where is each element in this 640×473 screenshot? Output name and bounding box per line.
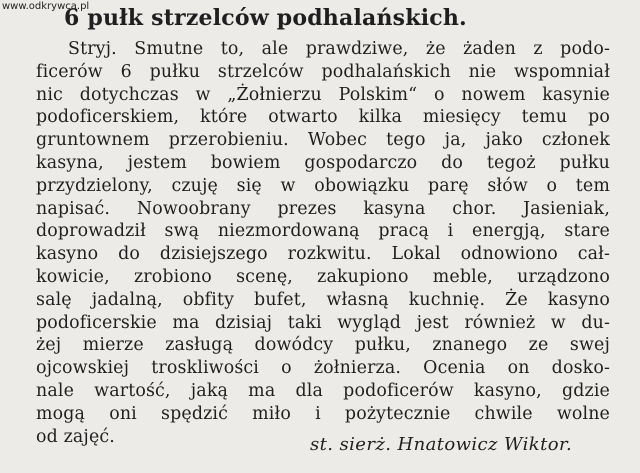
article-line: kasyno do dzisiejszego rozkwitu. Lokal odnowiono cał- (36, 244, 610, 265)
article-line: doprowadził swą niezmordowaną pracą i energją, stare (36, 221, 610, 242)
article-line: Stryj. Smutne to, ale prawdziwe, że żaden z podo- (68, 39, 610, 59)
article-line: salę jadalną, obfity bufet, własną kuchnię. Że kasyno (36, 289, 610, 310)
article-line: napisać. Nowoobrany prezes kasyna chor. Jasieniak, (36, 198, 610, 219)
article-line: mogą oni spędzić miło i pożytecznie chwile wolne (36, 403, 610, 424)
article-line: żej mierze zasługą dowódcy pułku, znanego ze swej (36, 335, 610, 356)
article-line: ojcowskiej troskliwości o żołnierza. Ocenia on dosko- (36, 358, 610, 379)
article-body (36, 38, 610, 448)
watermark: www.odkrywca.pl (2, 1, 90, 12)
article-line: przydzielony, czuję się w obowiązku parę słów o tem (36, 175, 610, 196)
author-signature: st. sierż. Hnatowicz Wiktor. (310, 434, 573, 455)
article-line: gruntownem przerobieniu. Wobec tego ja, jako członek (36, 130, 610, 151)
article-line: kasyna, jestem bowiem gospodarczo do tegoż pułku (36, 152, 610, 173)
article-line: nale wartość, jaką ma dla podoficerów kasyno, gdzie (36, 380, 610, 401)
article-line: od zajęć. (36, 426, 115, 447)
headline: 6 pułk strzelców podhalańskich. (64, 5, 467, 31)
article-line: podoficerskie ma dzisiaj taki wygląd jest również w du- (36, 312, 610, 333)
article-line: podoficerskiem, które otwarto kilka miesięcy temu po (36, 107, 610, 128)
article-line: nic dotychczas w „Żołnierzu Polskim“ o nowem kasynie (36, 84, 610, 105)
article-line: kowicie, zrobiono scenę, zakupiono meble, urządzono (36, 266, 610, 287)
article-line: ficerów 6 pułku strzelców podhalańskich nie wspomniał (36, 61, 610, 82)
